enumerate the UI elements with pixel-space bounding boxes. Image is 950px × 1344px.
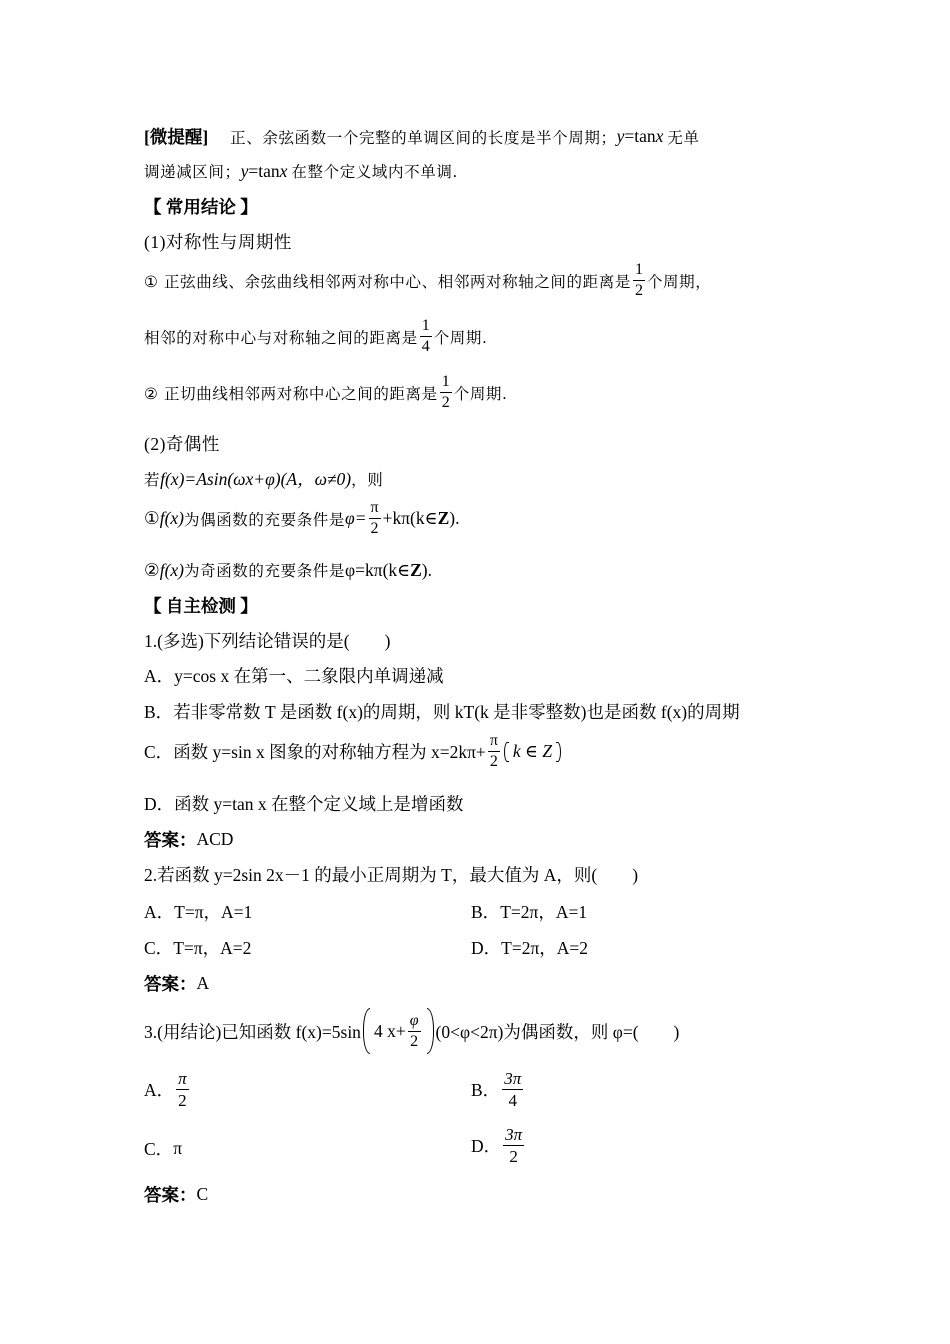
- selfcheck-header: 【 自主检测 】: [144, 596, 258, 616]
- q1-option-a: A． y=cos x 在第一、二象限内单调递减: [144, 666, 444, 686]
- conclusions-header: 【 常用结论 】: [144, 197, 258, 217]
- q3-option-d: D． $\frac{3\pi}{2}$: [471, 1125, 523, 1166]
- q2-option-d: D． T=2π，A=2: [471, 938, 589, 958]
- p1-item-1: ① 正弦曲线、余弦曲线相邻两对称中心、相邻两对称轴之间的距离是 $\frac{1}{2}$ 个周期，: [144, 261, 712, 299]
- fraction: $\frac{\varphi}{2}$: [409, 1011, 419, 1050]
- fraction: $\frac{3\pi}{2}$: [505, 1125, 523, 1166]
- tip-label: [微提醒]: [144, 127, 209, 147]
- fraction: $\frac{\pi}{2}$: [370, 499, 379, 537]
- tip-line-2: 调递减区间； y =tan x 在整个定义域内不单调.: [144, 160, 458, 181]
- fraction: $\frac{3\pi}{4}$: [504, 1069, 522, 1110]
- q2-answer: 答案： A: [144, 973, 210, 994]
- parenthesis: k ∈ Z: [504, 742, 561, 762]
- fraction: $\frac{1}{2}$: [634, 261, 643, 299]
- fraction: $\frac{1}{4}$: [421, 317, 430, 355]
- p2-intro: 若 f(x)=Asin(ωx+φ)(A，ω≠0) ，则: [144, 469, 384, 489]
- q3-answer: 答案： C: [144, 1184, 209, 1205]
- q3-option-c: C． π: [144, 1138, 183, 1159]
- p1-item-2: ② 正切曲线相邻两对称中心之间的距离是 $\frac{1}{2}$ 个周期.: [144, 373, 508, 411]
- p1-title: (1)对称性与周期性: [144, 232, 292, 252]
- q3-stem: 3.(用结论)已知函数 f(x)=5sin 4 x+ $\frac{\varphi}{2}$ (0<φ<2π)为偶函数，则 φ=( ): [144, 1008, 679, 1054]
- fraction: $\frac{\pi}{2}$: [489, 732, 498, 770]
- p2-item-1: ① f(x) 为偶函数的充要条件是 φ= $\frac{\pi}{2}$ +kπ(k∈ Z ).: [144, 499, 460, 537]
- q1-option-c: C． 函数 y=sin x 图象的对称轴方程为 x=2kπ+ $\frac{\pi}{2}$ k ∈ Z: [144, 733, 563, 770]
- tip-line-1: [微提醒] 正、余弦函数一个完整的单调区间的长度是半个周期； y =tan x 无单: [144, 126, 700, 147]
- q1-stem: 1.(多选)下列结论错误的是( ): [144, 631, 391, 651]
- q3-option-b: B． $\frac{3\pi}{4}$: [471, 1069, 522, 1110]
- parenthesis: 4 x+ $\frac{\varphi}{2}$: [363, 1008, 434, 1054]
- q2-stem: 2.若函数 y=2sin 2x－1 的最小正周期为 T，最大值为 A，则( ): [144, 865, 639, 885]
- fraction: $\frac{\pi}{2}$: [178, 1069, 187, 1110]
- p2-item-2: ② f(x) 为奇函数的充要条件是 φ=kπ(k∈ Z ).: [144, 559, 432, 580]
- q3-option-a: A． $\frac{\pi}{2}$: [144, 1069, 187, 1110]
- fraction: $\frac{1}{2}$: [441, 373, 450, 411]
- q2-option-c: C． T=π，A=2: [144, 938, 252, 958]
- q1-option-d: D． 函数 y=tan x 在整个定义域上是增函数: [144, 794, 464, 814]
- p1-item-1b: 相邻的对称中心与对称轴之间的距离是 $\frac{1}{4}$ 个周期.: [144, 317, 488, 355]
- q2-option-b: B． T=2π，A=1: [471, 902, 588, 922]
- q1-answer: 答案： ACD: [144, 829, 234, 850]
- q2-option-a: A． T=π，A=1: [144, 902, 253, 922]
- p2-title: (2)奇偶性: [144, 434, 220, 454]
- q1-option-b: B． 若非零常数 T 是函数 f(x)的周期，则 kT(k 是非零整数)也是函数 f(x)的周期: [144, 702, 740, 722]
